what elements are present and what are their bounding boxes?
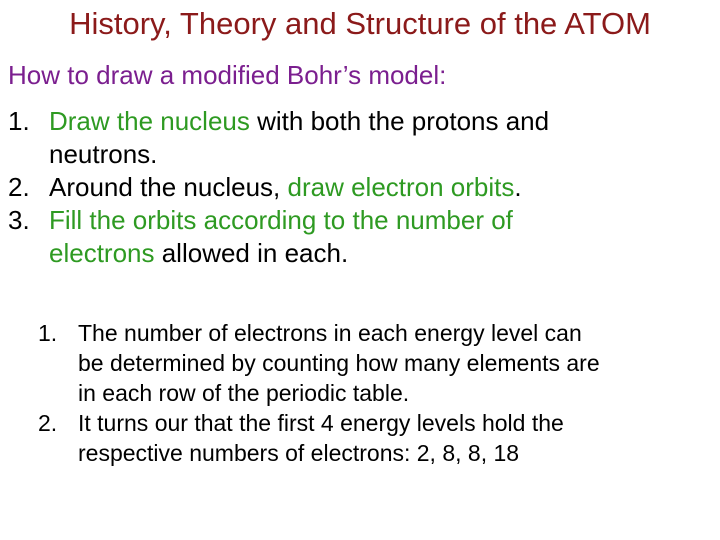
substep-line: be determined by counting how many elements are: [78, 350, 600, 376]
highlight-text: Draw the nucleus: [49, 106, 250, 136]
substeps-list: [0, 318, 720, 468]
substep-number: 2.: [38, 410, 58, 436]
substep-line: The number of electrons in each energy level can: [78, 320, 582, 346]
substep-line: It turns our that the first 4 energy levels hold the: [78, 410, 564, 436]
step-text: allowed in each.: [154, 238, 349, 268]
steps-list: [0, 105, 720, 270]
substep-number: 1.: [38, 320, 58, 346]
step-text: Around the nucleus,: [49, 172, 288, 202]
step-2: [0, 171, 720, 204]
highlight-text: draw electron orbits: [287, 172, 515, 202]
step-text: .: [514, 172, 522, 202]
step-line: [49, 105, 549, 138]
step-line: neutrons.: [49, 139, 158, 169]
step-3: [0, 204, 720, 270]
slide-title: History, Theory and Structure of the ATOM: [69, 6, 651, 41]
highlight-text: Fill the orbits according to the number of: [49, 205, 513, 235]
step-1: [0, 105, 720, 171]
slide-subtitle: How to draw a modified Bohr’s model:: [8, 60, 447, 90]
substep-line: respective numbers of electrons: 2, 8, 8, 18: [78, 440, 520, 466]
highlight-text: electrons: [49, 238, 155, 268]
step-line: [49, 237, 348, 270]
substep-1: [0, 318, 720, 408]
substep-line: in each row of the periodic table.: [78, 380, 410, 406]
step-number: 3.: [8, 205, 30, 235]
step-line: [49, 171, 522, 204]
step-number: 2.: [8, 172, 30, 202]
step-text: with both the protons and: [249, 106, 550, 136]
step-number: 1.: [8, 106, 30, 136]
substep-2: [0, 408, 720, 468]
